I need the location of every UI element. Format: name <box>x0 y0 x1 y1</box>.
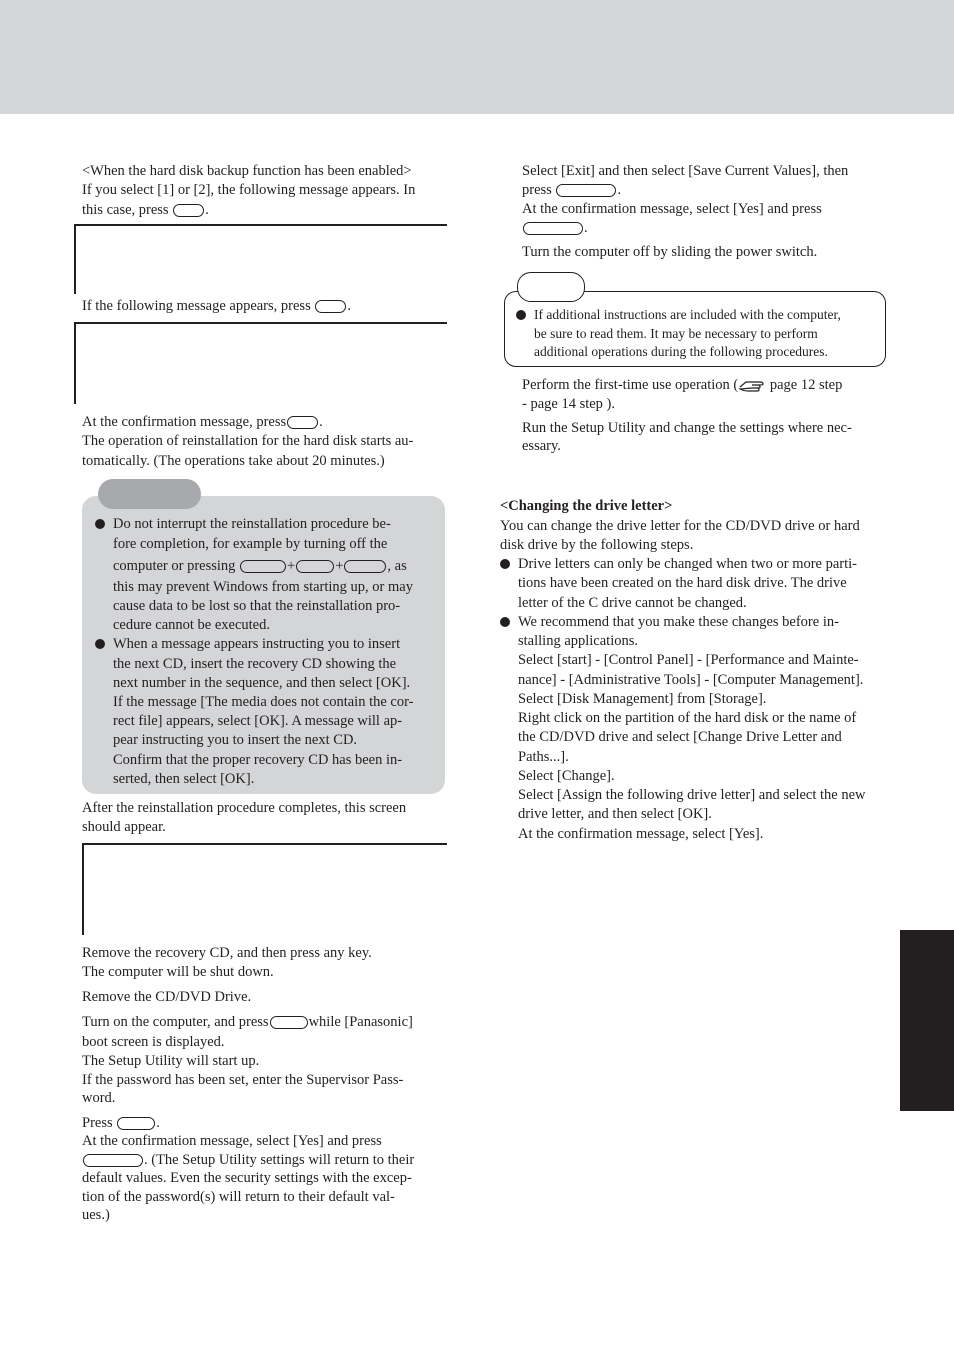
caution-line: When a message appears instructing you to insert <box>113 636 401 652</box>
first-use-line-a: Perform the first-time use operation ( page 12 step <box>522 377 843 393</box>
enter-key-icon <box>83 1154 143 1167</box>
turn-on-line-d: If the password has been set, enter the Supervisor Pass- <box>82 1072 404 1088</box>
step-line: Select [Disk Management] from [Storage]. <box>518 691 767 707</box>
reinstall-line-a: The operation of reinstallation for the hard disk starts au- <box>82 433 414 449</box>
step-line: Select [start] - [Control Panel] - [Performance and Mainte- <box>518 652 859 668</box>
key-icon <box>173 204 204 217</box>
enter-key-icon <box>523 222 583 235</box>
defaults-line-c: tion of the password(s) will return to their default val- <box>82 1189 395 1205</box>
press-line: Press . <box>82 1115 160 1131</box>
confirm-yes-line: At the confirmation message, select [Yes] and press <box>82 1133 382 1149</box>
backup-heading: <When the hard disk backup function has been enabled> <box>82 163 412 179</box>
step-line: drive letter, and then select [OK]. <box>518 806 712 822</box>
select-line-a: If you select [1] or [2], the following message appears. In <box>82 182 416 198</box>
after-line-b: should appear. <box>82 819 166 835</box>
step-line: Select [Change]. <box>518 768 615 784</box>
note-line: additional operations during the following procedures. <box>534 344 828 359</box>
caution-line: next number in the sequence, and then select [OK]. <box>113 675 411 691</box>
bullet-icon <box>516 310 526 320</box>
turn-off-line: Turn the computer off by sliding the power switch. <box>522 244 818 260</box>
defaults-line-b: default values. Even the security settings with the excep- <box>82 1170 412 1186</box>
step-line: Right click on the partition of the hard disk or the name of <box>518 710 857 726</box>
step-line: the CD/DVD drive and select [Change Drive Letter and <box>518 729 842 745</box>
drive-line: letter of the C drive cannot be changed. <box>518 595 747 611</box>
del-key-icon <box>344 560 386 573</box>
drive-line: tions have been created on the hard disk drive. The drive <box>518 575 847 591</box>
pointing-hand-icon <box>738 378 766 394</box>
caution-line: serted, then select [OK]. <box>113 771 255 787</box>
reinstall-line-b: tomatically. (The operations take about 20 minutes.) <box>82 453 385 469</box>
step-line: Paths...]. <box>518 749 569 765</box>
exit-line-b: press . <box>522 182 622 198</box>
message-box <box>74 224 447 294</box>
step-line: nance] - [Administrative Tools] - [Computer Management]. <box>518 672 864 688</box>
bullet-icon <box>500 559 510 569</box>
message-box <box>82 843 447 935</box>
caution-line: computer or pressing + + , as <box>113 558 407 574</box>
f9-key-icon <box>117 1117 155 1130</box>
drive-intro-a: You can change the drive letter for the CD/DVD drive or hard <box>500 518 860 534</box>
caution-line: rect file] appears, select [OK]. A message will ap- <box>113 713 403 729</box>
follow-message: If the following message appears, press . <box>82 298 351 314</box>
first-use-line-b: - page 14 step ). <box>522 396 616 412</box>
caution-line: fore completion, for example by turning off the <box>113 536 388 552</box>
key-icon <box>315 300 346 313</box>
alt-key-icon <box>296 560 334 573</box>
turn-on-line-b: boot screen is displayed. <box>82 1034 225 1050</box>
select-line-b: this case, press . <box>82 202 209 218</box>
setup-line-b: essary. <box>522 438 561 454</box>
turn-on-line-c: The Setup Utility will start up. <box>82 1053 260 1069</box>
bullet-icon <box>95 639 105 649</box>
side-tab <box>900 930 954 1111</box>
note-tab <box>517 272 585 302</box>
f2-key-icon <box>270 1016 308 1029</box>
caution-line: pear instructing you to insert the next CD. <box>113 732 358 748</box>
caution-line: cause data to be lost so that the reinstallation pro- <box>113 598 401 614</box>
caution-line: this may prevent Windows from starting up, or may <box>113 579 413 595</box>
note-line: be sure to read them. It may be necessary to perform <box>534 326 818 341</box>
caution-line: Confirm that the proper recovery CD has been in- <box>113 752 403 768</box>
defaults-line-d: ues.) <box>82 1207 110 1223</box>
step-line: At the confirmation message, select [Yes]. <box>518 826 764 842</box>
drive-heading: <Changing the drive letter> <box>500 498 673 514</box>
drive-line: We recommend that you make these changes before in- <box>518 614 839 630</box>
drive-line: Drive letters can only be changed when two or more parti- <box>518 556 858 572</box>
header-band <box>0 0 954 114</box>
drive-line: stalling applications. <box>518 633 639 649</box>
caution-tab <box>98 479 201 509</box>
caution-line: cedure cannot be executed. <box>113 617 270 633</box>
message-box <box>74 322 447 404</box>
setup-line-a: Run the Setup Utility and change the settings where nec- <box>522 420 852 436</box>
caution-line: Do not interrupt the reinstallation procedure be- <box>113 516 391 532</box>
step-line: Select [Assign the following drive letter] and select the new <box>518 787 866 803</box>
enter-key-icon <box>556 184 616 197</box>
ctrl-key-icon <box>240 560 286 573</box>
turn-on-line-a: Turn on the computer, and press while [Panasonic] <box>82 1014 413 1030</box>
key-icon <box>287 416 318 429</box>
after-line-a: After the reinstallation procedure completes, this screen <box>82 800 407 816</box>
bullet-icon <box>500 617 510 627</box>
turn-on-line-e: word. <box>82 1090 116 1106</box>
remove-cd-line-a: Remove the recovery CD, and then press any key. <box>82 945 372 961</box>
caution-line: the next CD, insert the recovery CD showing the <box>113 656 397 672</box>
exit-line-a: Select [Exit] and then select [Save Current Values], then <box>522 163 849 179</box>
caution-line: If the message [The media does not contain the cor- <box>113 694 414 710</box>
remove-drive: Remove the CD/DVD Drive. <box>82 989 252 1005</box>
defaults-line-a: . (The Setup Utility settings will return to their <box>82 1151 414 1170</box>
remove-cd-line-b: The computer will be shut down. <box>82 964 274 980</box>
confirm-message: At the confirmation message, press . <box>82 414 323 430</box>
bullet-icon <box>95 519 105 529</box>
exit-line-d: . <box>522 219 588 238</box>
exit-line-c: At the confirmation message, select [Yes] and press <box>522 201 822 217</box>
drive-intro-b: disk drive by the following steps. <box>500 537 694 553</box>
note-line: If additional instructions are included with the computer, <box>534 307 841 322</box>
